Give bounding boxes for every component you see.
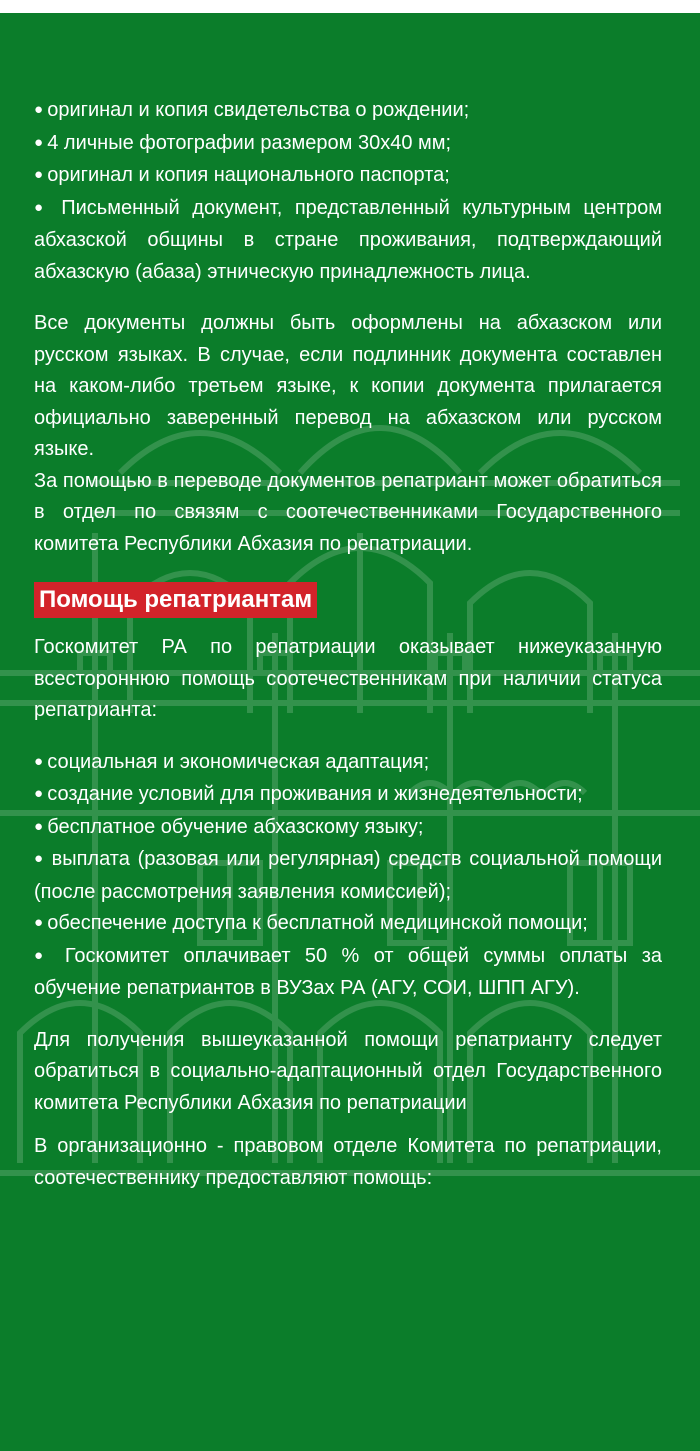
list-item: ● создание условий для проживания и жизнедеятельности;: [34, 779, 662, 812]
language-note: Все документы должны быть оформлены на абхазском или русском языках. В случае, если подлинник документа составлен на каком-либо третьем языке, к копии документа прилагается официально заверенный перевод на абхазском или русском языке.: [34, 312, 662, 460]
legal-note: В организационно - правовом отделе Комитета по репатриации, соотечественнику предоставляют помощь:: [34, 1135, 662, 1189]
list-item: ● Госкомитет оплачивает 50 % от общей суммы оплаты за обучение репатриантов в ВУЗах РА (АГУ, СОИ, ШПП АГУ).: [34, 941, 662, 1005]
brochure-page: [0, 13, 700, 1451]
list-item: ● оригинал и копия свидетельства о рождении;: [34, 95, 662, 128]
heading-wrapper: [34, 560, 662, 632]
assistance-list: [34, 747, 662, 1005]
content: [34, 95, 662, 1194]
list-item: ● бесплатное обучение абхазскому языку;: [34, 812, 662, 845]
contact-note: Для получения вышеуказанной помощи репатрианту следует обратиться в социально-адаптационный отдел Государственного комитета Республики Абхазия по репатриации: [34, 1028, 662, 1114]
list-item: ● социальная и экономическая адаптация;: [34, 747, 662, 780]
section-heading: Помощь репатриантам: [34, 582, 317, 618]
list-item: ● обеспечение доступа к бесплатной медицинской помощи;: [34, 908, 662, 941]
list-item: ● оригинал и копия национального паспорта;: [34, 160, 662, 193]
list-item: ● выплата (разовая или регулярная) средств социальной помощи (после рассмотрения заявления комиссией);: [34, 844, 662, 908]
translation-help: За помощью в переводе документов репатриант может обратиться в отдел по связям с соотечественниками Государственного комитета Республики Абхазия по репатриации.: [34, 469, 662, 555]
list-item: ● Письменный документ, представленный культурным центром абхазской общины в стране проживания, подтверждающий абхазскую (абаза) этническую принадлежность лица.: [34, 193, 662, 289]
list-item: ● 4 личные фотографии размером 30х40 мм;: [34, 128, 662, 161]
assistance-intro: Госкомитет РА по репатриации оказывает нижеуказанную всестороннюю помощь соотечественникам при наличии статуса репатрианта:: [34, 636, 662, 721]
documents-list: [34, 95, 662, 288]
